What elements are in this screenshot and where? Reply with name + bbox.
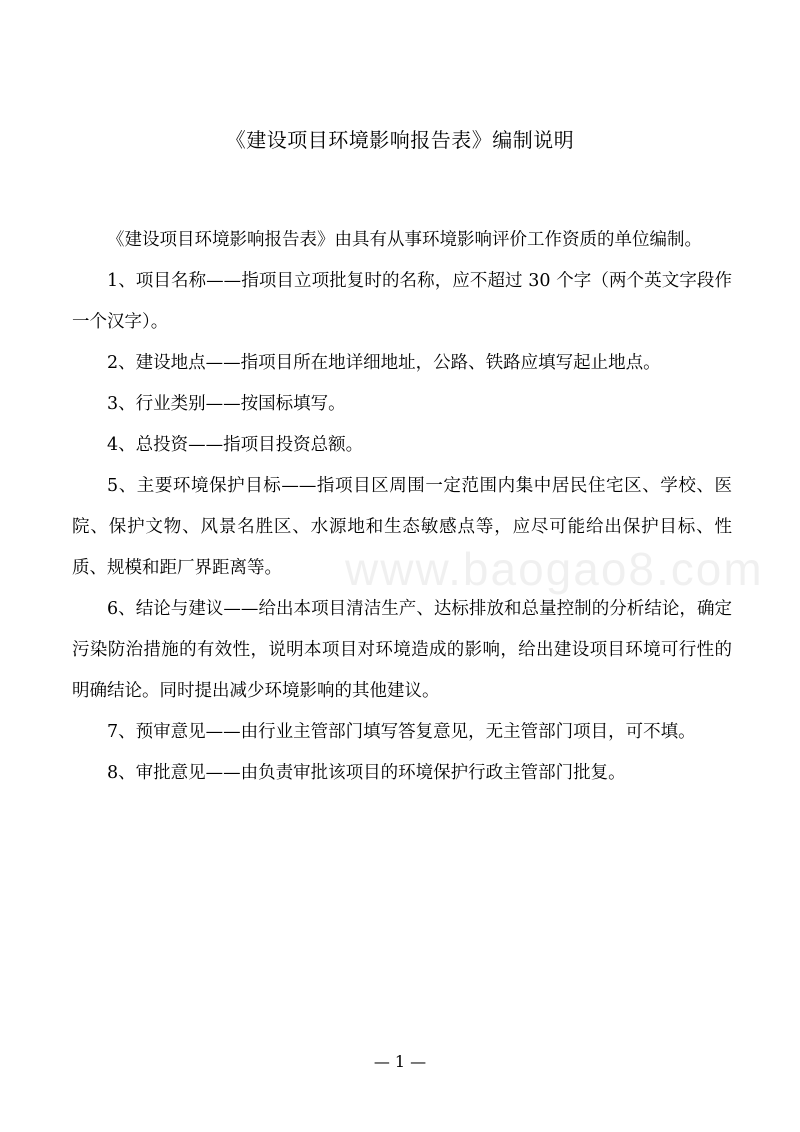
paragraph-intro: 《建设项目环境影响报告表》由具有从事环境影响评价工作资质的单位编制。 <box>107 230 702 250</box>
paragraph-item-3: 3、行业类别——按国标填写。 <box>107 394 346 414</box>
page-number: — 1 — <box>373 1052 427 1071</box>
paragraph-item-8: 8、审批意见——由负责审批该项目的环境保护行政主管部门批复。 <box>107 763 626 783</box>
watermark: www.baogao8.com <box>345 543 764 595</box>
paragraph-item-7: 7、预审意见——由行业主管部门填写答复意见，无主管部门项目，可不填。 <box>107 722 696 742</box>
document-body <box>72 220 732 794</box>
paragraph-item-6: 6、结论与建议——给出本项目清洁生产、达标排放和总量控制的分析结论，确定污染防治措施的有效性，说明本项目对环境造成的影响，给出建设项目环境可行性的明确结论。同时提出减少环境影响的其他建议。 <box>72 599 732 701</box>
paragraph-item-2: 2、建设地点——指项目所在地详细地址，公路、铁路应填写起止地点。 <box>107 353 661 373</box>
paragraph-item-1: 1、项目名称——指项目立项批复时的名称，应不超过 30 个字（两个英文字段作一个汉字）。 <box>72 271 732 332</box>
document-title: 《建设项目环境影响报告表》编制说明 <box>225 128 575 152</box>
paragraph-item-5: 5、主要环境保护目标——指项目区周围一定范围内集中居民住宅区、学校、医院、保护文物、风景名胜区、水源地和生态敏感点等，应尽可能给出保护目标、性质、规模和距厂界距离等。 <box>72 476 732 578</box>
paragraph-item-4: 4、总投资——指项目投资总额。 <box>107 435 364 455</box>
